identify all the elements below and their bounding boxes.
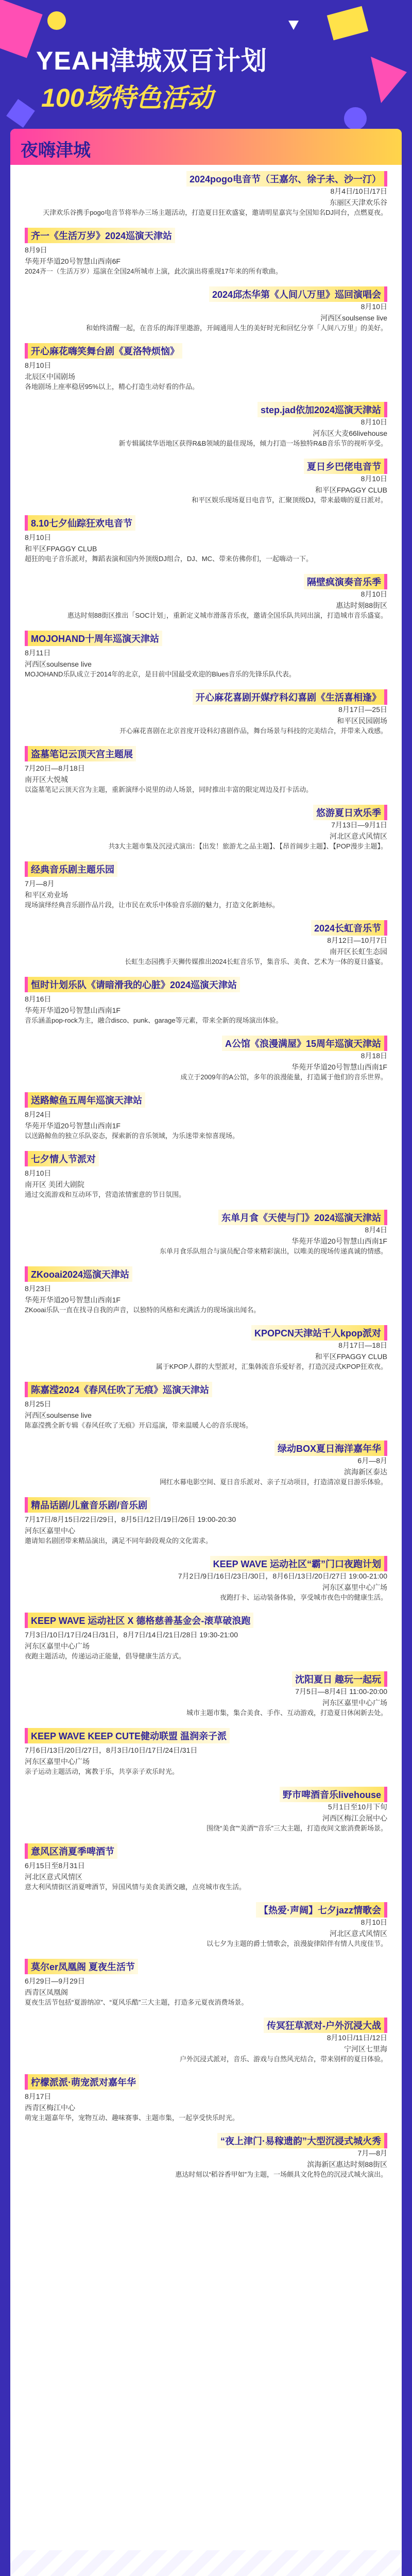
event-place: 河东区嘉里中心广场 [25,1642,90,1650]
event-title: 经典音乐剧主题乐园 [25,861,117,877]
event-item [10,165,402,222]
event-title: 送路鲸鱼五周年巡演天津站 [25,1092,145,1108]
event-place: 东丽区天津欢乐谷 [330,198,387,207]
event-title: 【热爱·声阔】七夕jazz情歌会 [256,1902,387,1918]
event-item [10,1204,402,1260]
event-place: 河西区soulsense live [25,660,92,668]
event-date: 8月17日—18日 [338,1341,387,1349]
event-date: 8月9日 [25,246,47,254]
event-title: 莫尔er凤凰阁 夏夜生活节 [25,1959,138,1974]
event-place: 华苑开华道20号智慧山西南1F [25,1296,121,1304]
event-place: 华苑开华道20号智慧山西南1F [291,1063,387,1071]
event-title: 悠游夏日欢乐季 [313,805,387,820]
event-description: 围绕“美食”“美酒”“音乐”三大主题，打造夜间文旅消费新场景。 [207,1824,387,1832]
event-description: 现场演绎经典音乐剧作品片段，让市民在欢乐中体验音乐剧的魅力，打造文化新地标。 [25,901,280,909]
event-title: KEEP WAVE KEEP CUTE健动联盟 温润亲子派 [25,1728,230,1743]
event-title: 七夕情人节派对 [25,1151,99,1166]
event-item [10,1606,402,1665]
event-date: 8月11日 [25,649,51,657]
event-description: 夜跑主题活动，传递运动正能量，倡导健康生活方式。 [25,1652,186,1660]
event-date: 8月17日—25日 [338,705,387,714]
event-item [10,1434,402,1491]
event-place: 华苑开华道20号智慧山西南1F [291,1237,387,1245]
event-date: 8月10日 [360,474,387,483]
event-place: 河西区梅江会展中心 [322,1814,387,1822]
event-place: 华苑开华道20号智慧山西南1F [25,1122,121,1130]
event-title: 隔壁疯演奏音乐季 [304,574,387,589]
event-title: 传冥狂草派对-户外沉浸大战 [264,2018,387,2033]
event-date: 8月10日/11日/12日 [327,2033,387,2042]
event-item [10,1145,402,1204]
event-item [10,855,402,914]
event-description: 属于KPOP人群的大型派对，汇集韩流音乐爱好者，打造沉浸式KPOP狂欢夜。 [156,1363,387,1370]
event-date: 8月12日—10月7日 [327,936,387,944]
event-item [10,1722,402,1781]
event-item [10,1665,402,1722]
event-date: 8月25日 [25,1400,52,1408]
event-item [10,1550,402,1606]
event-date: 7月17日/8月15日/22日/29日，8月5日/12日/19日/26日 19:00-20:30 [25,1515,236,1523]
event-place: 河北区意式风情区 [330,1929,387,1938]
event-description: 夏夜生活节包括“夏游纳凉”、“夏风乐酷”三大主题，打造多元夏夜消费场景。 [25,1998,248,2006]
event-description: 萌宠主题嘉年华，宠物互动、趣味赛事、主题市集，一起享受快乐时光。 [25,2114,239,2122]
event-item [10,971,402,1029]
event-description: 超狂的电子音乐派对，舞蹈表演和国内外顶级DJ组合，DJ、MC、带来仿佛你们，一起嗨动一下。 [25,555,313,563]
event-description: 邀请知名剧团带来精品演出，满足不同年龄段观众的文化需求。 [25,1537,213,1545]
event-description: 户外沉浸式派对，音乐、游戏与自然风光结合，带来别样的夏日体验。 [179,2055,387,2063]
event-date: 6月—8月 [357,1456,387,1465]
event-title: 绿动BOX夏日海洋嘉年华 [274,1440,387,1456]
event-place: 惠达时刻88街区 [336,601,387,609]
event-date: 7月20日—8月18日 [25,764,85,772]
event-place: 南开区长虹生态园 [330,947,387,956]
event-place: 河东区嘉里中心广场 [322,1699,387,1707]
event-description: 通过交流游戏和互动环节，营造浓情蜜意的节日氛围。 [25,1191,186,1198]
event-item [10,280,402,337]
event-title: 齐一《生活万岁》2024巡演天津站 [25,228,175,243]
event-item [10,337,402,396]
event-title: 意风区消夏季啤酒节 [25,1843,117,1859]
event-date: 8月10日 [360,302,387,311]
event-description: 长虹生态园携手天狮传媒推出2024长虹音乐节，集音乐、美食、艺术为一体的夏日盛宴。 [125,958,387,965]
event-item [10,1896,402,1953]
event-item [10,509,402,568]
event-item [10,1376,402,1434]
event-date: 8月10日 [25,361,52,369]
event-item [10,914,402,971]
event-title: 陈嘉滢2024《春风任吹了无痕》巡演天津站 [25,1382,212,1397]
event-title: 柠檬派派·萌宠派对嘉年华 [25,2074,139,2090]
event-description: 和平区娱乐现场夏日电音节，汇聚顶级DJ，带来最嗨的夏日派对。 [192,496,387,504]
event-title: 精品话剧/儿童音乐剧/音乐剧 [25,1497,150,1513]
event-description: 亲子运动主题活动，寓教于乐，共享亲子欢乐时光。 [25,1768,179,1775]
event-title: 野市啤酒音乐livehouse [280,1787,387,1802]
event-date: 7月6日/13日/20日/27日，8月3日/10日/17日/24日/31日 [25,1746,198,1754]
event-description: 2024齐一（生活万岁）巡演在全国24所城市上演，此次演出将重现17年来的所有歌曲。 [25,267,282,275]
event-title: step.jad依加2024巡演天津站 [258,402,387,417]
event-item [10,1953,402,2011]
event-item [10,2127,402,2183]
event-place: 滨海新区惠达时刻88街区 [307,2160,387,2168]
event-title: 开心麻花嗨笑舞台剧《夏洛特烦恼》 [25,343,182,359]
event-list [10,165,402,2183]
event-description: 以盗墓笔记云顶天宫为主题，重新演绎小说里的动人场景，同时推出丰富的限定周边及打卡活动。 [25,786,313,793]
event-description: 惠达时刻以“稻谷香甲如”为主题，一场颇具文化特色的沉浸式城火演出。 [175,2171,387,2178]
event-place: 河西区soulsense live [25,1411,92,1419]
event-item [10,740,402,799]
event-title: MOJOHAND十周年巡演天津站 [25,631,162,646]
event-date: 7月—8月 [25,879,55,888]
event-place: 西青区梅江中心 [25,2104,75,2112]
event-date: 8月10日 [360,418,387,426]
event-description: 开心麻花喜剧在北京首度开设科幻喜剧作品，舞台场景与科技的完美结合，并带来入戏感。 [119,727,387,735]
event-description: 城市主题市集，集合美食、手作、互动游戏，打造夏日休闲新去处。 [186,1709,387,1717]
event-item [10,222,402,280]
event-title: “夜上津门·易稼遗韵”大型沉浸式城火秀 [217,2133,387,2148]
event-title: KPOPCN天津站千人kpop派对 [251,1325,387,1341]
section-header [10,129,402,165]
event-item [10,2068,402,2127]
event-title: 沈阳夏日 趣玩一起玩 [292,1671,387,1687]
event-item [10,1260,402,1319]
event-item [10,1837,402,1896]
event-place: 河北区意式风情区 [330,832,387,840]
event-place: 南开区大悦城 [25,775,68,784]
event-title: KEEP WAVE 运动社区“霸”门口夜跑计划 [210,1556,387,1571]
event-place: 南开区 美团大剧院 [25,1180,84,1189]
event-description: MOJOHAND乐队成立于2014年的北京，是目前中国最受欢迎的Blues音乐的先锋乐队代表。 [25,670,296,678]
event-date: 8月10日 [360,590,387,598]
page-subtitle: 100场特色活动 [41,83,213,112]
event-description: 新专辑属续华语地区获得R&B领域的最佳现场，倾力打造一场独特R&B音乐节的视听享受。 [118,439,387,447]
event-item [10,1319,402,1376]
event-place: 和平区FPAGGY CLUB [315,1352,387,1361]
event-date: 8月24日 [25,1110,52,1118]
event-date: 8月4日/10日/17日 [330,187,387,195]
event-title: ZKooai2024巡演天津站 [25,1266,132,1282]
events-card [10,129,402,2576]
event-place: 河西区soulsense live [320,314,387,322]
event-place: 和平区FPAGGY CLUB [315,486,387,494]
event-description: 东单月食乐队组合与演员配合带来精彩演出，以唯美的现场传递真诚的情感。 [159,1247,387,1255]
event-date: 6月29日—9月29日 [25,1977,85,1985]
event-item [10,1781,402,1837]
event-date: 7月3日/10日/17日/24日/31日，8月7日/14日/21日/28日 19:30-21:00 [25,1631,238,1639]
event-place: 河东区嘉里中心广场 [25,1757,90,1766]
event-place: 和平区民园剧场 [337,717,387,725]
event-date: 8月10日 [25,1169,52,1177]
event-description: ZKooai乐队一直在找寻自我的声音，以独特的风格和充满活力的现场演出闻名。 [25,1306,261,1314]
event-date: 6月15日至8月31日 [25,1861,85,1870]
event-item [10,1491,402,1550]
event-place: 和平区劝业场 [25,891,68,899]
event-date: 8月10日 [25,533,52,541]
event-description: 成立于2009年的A公馆，多年的浪漫能量，打造属于他们的音乐世界。 [180,1073,387,1081]
event-description: 音乐涵盖pop-rock为主，融合disco、punk、garage等元素，带来全新的现场演出体验。 [25,1016,283,1024]
event-place: 和平区FPAGGY CLUB [25,545,97,553]
event-date: 7月5日—8月4日 11:00-20:00 [295,1687,387,1696]
event-item [10,452,402,509]
event-description: 天津欢乐谷携手pogo电音节将举办三场主题活动，打造夏日狂欢盛宴，邀请明星嘉宾与全国知名DJ同台，点燃夏夜。 [43,209,387,216]
event-place: 河东区嘉里中心 [25,1527,75,1535]
event-title: 8.10七夕仙踪狂欢电音节 [25,515,135,531]
event-date: 7月—8月 [357,2149,387,2157]
event-date: 8月16日 [25,995,52,1003]
event-place: 华苑开华道20号智慧山西南6F [25,257,121,265]
event-title: 恒时计划乐队《请暗滑我的心脏》2024巡演天津站 [25,977,240,992]
event-date: 8月4日 [365,1226,387,1234]
event-title: 2024pogo电音节（王嘉尔、徐子未、沙一汀） [186,171,387,187]
event-place: 北辰区中国剧场 [25,372,75,381]
event-title: 东单月食《天使与门》2024巡演天津站 [218,1210,387,1225]
event-date: 8月17日 [25,2092,52,2100]
event-title: KEEP WAVE 运动社区 X 德格慈善基金会-滚草破浪跑 [25,1613,253,1628]
event-title: 盗墓笔记云顶天宫主题展 [25,746,136,761]
event-description: 各地剧场上座率稳居95%以上，精心打造生动好看的作品。 [25,383,199,391]
event-item [10,799,402,855]
event-date: 7月2日/9日/16日/23日/30日，8月6日/13日/20日/27日 19:00-21:00 [178,1572,387,1580]
event-title: A公馆《浪漫满屋》15周年巡演天津站 [222,1036,387,1051]
event-date: 8月10日 [360,1918,387,1926]
event-description: 惠达时刻88街区推出「SOC计划」，重新定义城市滑落音乐夜，邀请全国乐队共同出演，打造城市音乐盛宴。 [67,612,387,619]
event-description: 夜跑打卡、运动装备体验，享受城市夜色中的健康生活。 [219,1594,387,1601]
event-description: 和始终清醒一起，在音乐的海洋里遨游，开阔通用人生的美好时光和回忆分享「人间八万里」的美好。 [85,324,387,332]
event-description: 共3大主题市集及沉浸式演出：【出发！旅游尤之品主题】、【昂首阔步主题】、【POP漫步主题】。 [108,842,387,850]
event-place: 西青区凤凰阁 [25,1988,68,1996]
event-title: 2024邱杰华第《人间八万里》巡回演唱会 [209,286,387,302]
event-item [10,1029,402,1086]
event-description: 以送路鲸鱼的独立乐队姿态，探索新的音乐领域，为乐迷带来惊喜现场。 [25,1132,239,1140]
event-title: 开心麻花喜剧开媒疗科幻喜剧《生活喜相逢》 [193,689,387,705]
event-place: 河东区嘉里中心广场 [322,1583,387,1591]
event-date: 5月1日至10月下旬 [328,1803,387,1811]
event-item [10,568,402,624]
event-description: 意大利风情街区消夏啤酒节，异国风情与美食美酒交融，点亮城市夜生活。 [25,1883,246,1891]
event-place: 华苑开华道20号智慧山西南1F [25,1006,121,1014]
event-date: 8月18日 [360,1052,387,1060]
event-description: 网红水幕电影空间、夏日音乐派对、亲子互动项目，打造清凉夏日游乐体验。 [159,1478,387,1486]
event-place: 滨海新区泰达 [344,1468,387,1476]
event-item [10,2011,402,2068]
event-place: 宁河区七里海 [344,2045,387,2053]
event-item [10,396,402,452]
event-description: 以七夕为主题的爵士情歌会，浪漫旋律陪伴有情人共度佳节。 [206,1940,387,1947]
event-description: 陈嘉滢携全新专辑《春风任吹了无痕》开启巡演，带来温暖人心的音乐现场。 [25,1421,253,1429]
event-place: 河北区意式风情区 [25,1873,82,1881]
event-date: 8月23日 [25,1284,52,1293]
event-item [10,683,402,740]
event-place: 河东区大麦66livehouse [313,429,387,437]
event-item [10,1086,402,1145]
event-item [10,624,402,683]
page-title: YEAH津城双百计划 [36,46,267,75]
event-date: 7月13日—9月1日 [331,821,387,829]
event-title: 夏日乡巴佬电音节 [304,459,387,474]
section-title: 夜嗨津城 [21,141,91,160]
card-pattern [10,2550,402,2576]
event-title: 2024长虹音乐节 [311,920,387,936]
